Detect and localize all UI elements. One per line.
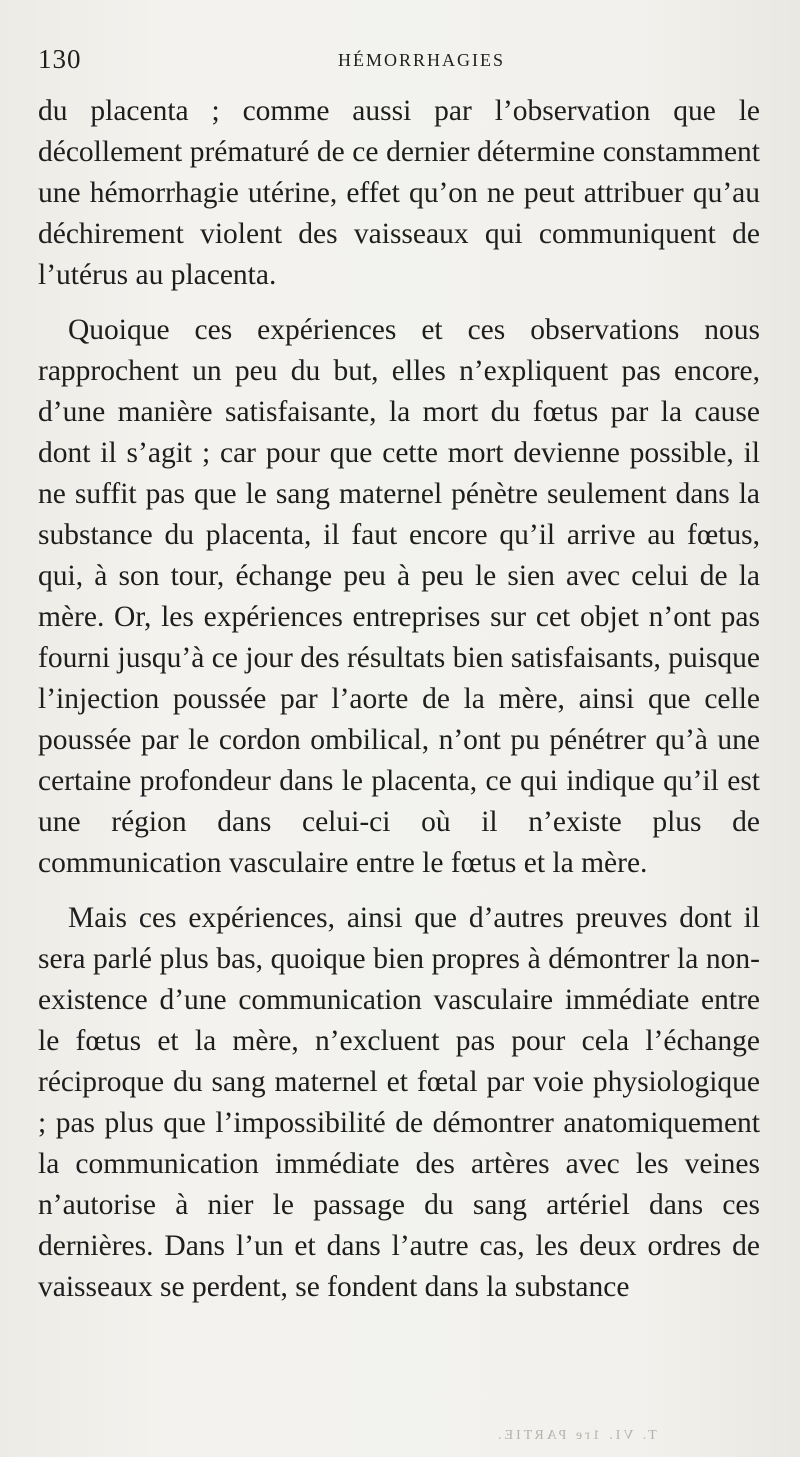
paragraph: Quoique ces expériences et ces observations nous rapprochent un peu du but, elles n’expliquent pas encore, d’une manière satisfaisante, la mort du fœtus par la cause dont il s’agit ; car pour que cette mort devienne possible, il ne suffit pas que le sang maternel pénètre seulement dans la substance du placenta, il faut encore qu’il arrive au fœtus, qui, à son tour, échange peu à peu le sien avec celui de la mère. Or, les expériences entreprises sur cet objet n’ont pas fourni jusqu’à ce jour des résultats bien satisfaisants, puisque l’injection poussée par l’aorte de la mère, ainsi que celle poussée par le cordon ombilical, n’ont pu pénétrer qu’à une certaine profondeur dans le placenta, ce qui indique qu’il est une région dans celui-ci où il n’existe plus de communication vasculaire entre le fœtus et la mère. (38, 314, 760, 879)
paragraph: Mais ces expériences, ainsi que d’autres preuves dont il sera parlé plus bas, quoique bien propres à démontrer la non-existence d’une communication vasculaire immédiate entre le fœtus et la mère, n’excluent pas pour cela l’échange réciproque du sang maternel et fœtal par voie physiologique ; pas plus que l’impossibilité de démontrer anatomiquement la communication immédiate des artères avec les veines n’autorise à nier le passage du sang artériel dans ces dernières. Dans l’un et dans l’autre cas, les deux ordres de vaisseaux se perdent, se fondent dans la substance (38, 902, 760, 1303)
page-header (38, 44, 762, 76)
running-head: HÉMORRHAGIES (338, 50, 506, 70)
paragraph-continued: du placenta ; comme aussi par l’observation que le décollement prématuré de ce dernier détermine constamment une hémorrhagie utérine, effet qu’on ne peut attribuer qu’au déchirement violent des vaisseaux qui communiquent de l’utérus au placenta. (38, 95, 760, 291)
show-through-signature-mark: T. VI. 1re PARTIE. (495, 1428, 657, 1443)
body-text (38, 91, 760, 1322)
page-number: 130 (38, 44, 82, 74)
